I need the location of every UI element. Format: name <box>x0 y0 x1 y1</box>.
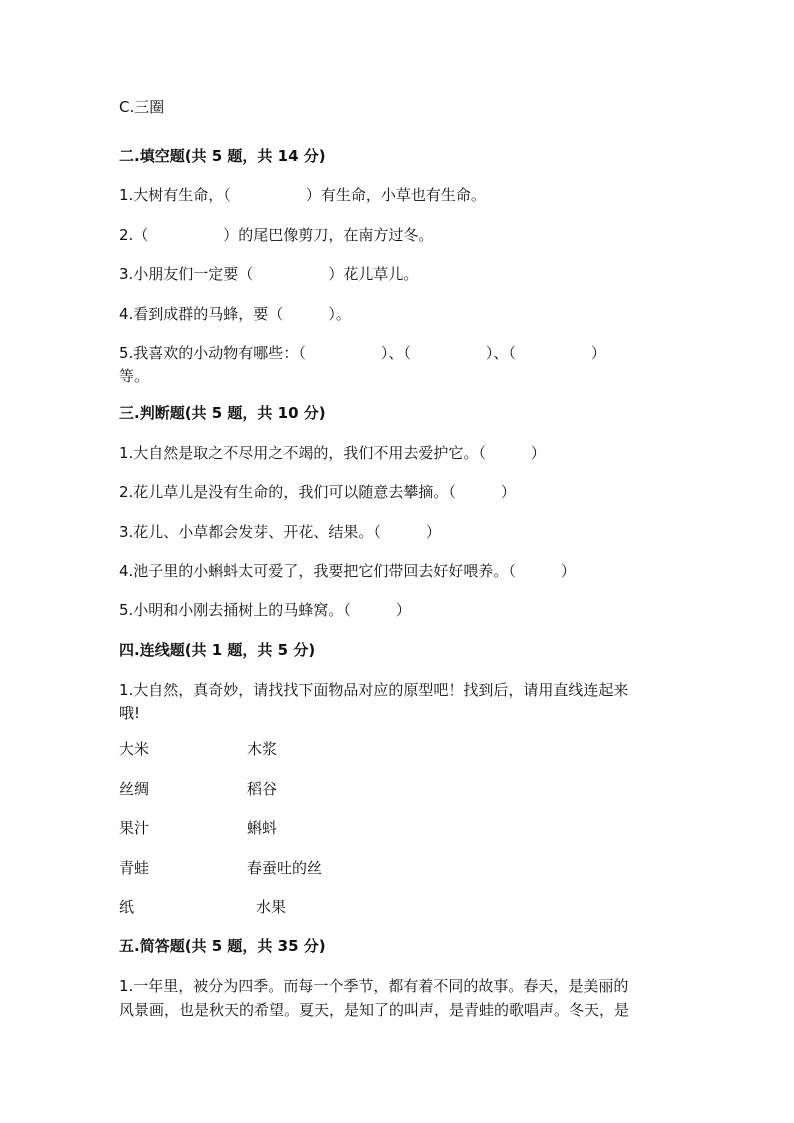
matching-right-item: 水果 <box>256 898 287 916</box>
section-short-answer-heading: 五.简答题(共 5 题，共 35 分) <box>119 937 326 955</box>
section-matching-heading: 四.连线题(共 1 题，共 5 分) <box>119 641 316 659</box>
matching-left-item: 青蛙 <box>119 859 150 877</box>
fill-blank-q5-line2: 等。 <box>119 367 150 385</box>
judge-q2: 2.花儿草儿是没有生命的，我们可以随意去攀摘。（ ） <box>119 483 516 501</box>
matching-left-item: 丝绸 <box>119 780 150 798</box>
matching-right-item: 蝌蚪 <box>247 819 278 837</box>
judge-q3: 3.花儿、小草都会发芽、开花、结果。（ ） <box>119 523 441 541</box>
matching-q1-line2: 哦! <box>119 704 141 722</box>
section-fill-blank-heading: 二.填空题(共 5 题，共 14 分) <box>119 147 326 165</box>
short-answer-q1-line1: 1.一年里，被分为四季。而每一个季节，都有着不同的故事。春天，是美丽的 <box>119 977 629 995</box>
fill-blank-q5-line1: 5.我喜欢的小动物有哪些：（ ）、（ ）、（ ） <box>119 344 606 362</box>
fill-blank-q3: 3.小朋友们一定要（ ）花儿草儿。 <box>119 265 419 283</box>
section-judge-heading: 三.判断题(共 5 题，共 10 分) <box>119 404 326 422</box>
matching-left-item: 大米 <box>119 740 150 758</box>
matching-right-item: 春蚕吐的丝 <box>247 859 323 877</box>
matching-left-item: 果汁 <box>119 819 150 837</box>
fill-blank-q2: 2.（ ）的尾巴像剪刀，在南方过冬。 <box>119 226 434 244</box>
matching-right-item: 木浆 <box>247 740 278 758</box>
option-c: C.三圈 <box>119 98 165 116</box>
judge-q1: 1.大自然是取之不尽用之不竭的，我们不用去爱护它。（ ） <box>119 444 546 462</box>
matching-left-item: 纸 <box>119 898 135 916</box>
fill-blank-q1: 1.大树有生命，（ ）有生命，小草也有生命。 <box>119 186 486 204</box>
judge-q5: 5.小明和小刚去捅树上的马蜂窝。（ ） <box>119 601 411 619</box>
matching-right-item: 稻谷 <box>247 780 278 798</box>
short-answer-q1-line2: 风景画，也是秋天的希望。夏天，是知了的叫声，是青蛙的歌唱声。冬天，是 <box>119 1001 630 1019</box>
fill-blank-q4: 4.看到成群的马蜂，要（ ）。 <box>119 305 351 323</box>
judge-q4: 4.池子里的小蝌蚪太可爱了，我要把它们带回去好好喂养。（ ） <box>119 562 576 580</box>
matching-q1-line1: 1.大自然，真奇妙，请找找下面物品对应的原型吧！找到后，请用直线连起来 <box>119 681 629 699</box>
